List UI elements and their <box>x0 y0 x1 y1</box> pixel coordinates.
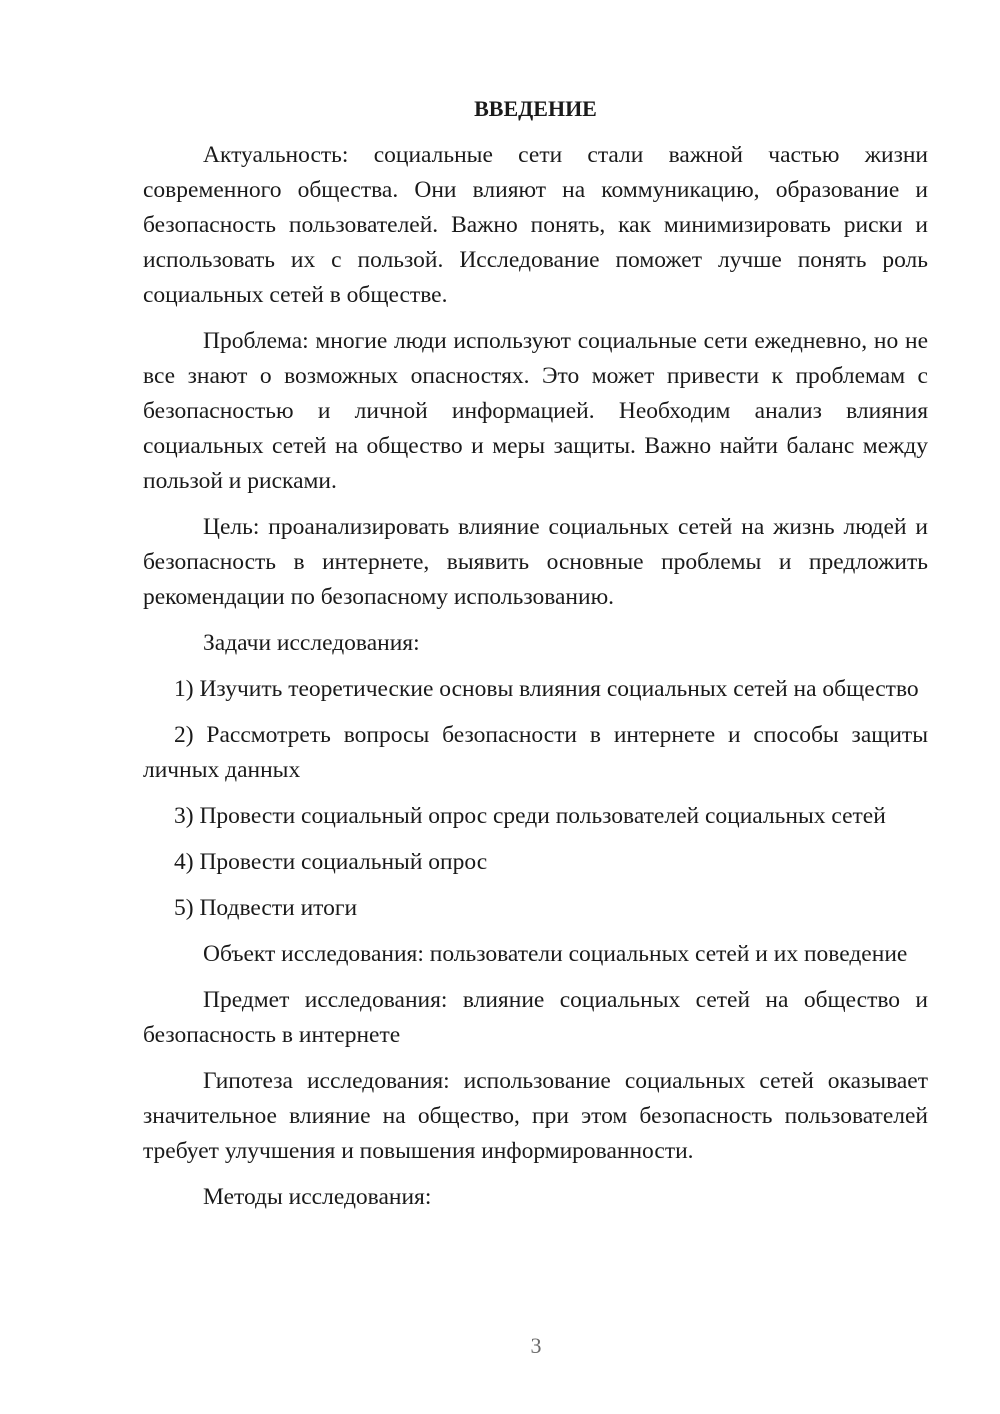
page-number: 3 <box>530 1333 542 1358</box>
paragraph-goal: Цель: проанализировать влияние социальных сетей на жизнь людей и безопасность в интернете, выявить основные проблемы и предложить рекомендации по безопасному использованию. <box>143 514 928 610</box>
paragraph-hypothesis: Гипотеза исследования: использование социальных сетей оказывает значительное влияние на общество, при этом безопасность пользователей требует улучшения и повышения информированности. <box>143 1068 928 1164</box>
list-item-task-5: 5) Подвести итоги <box>174 895 358 921</box>
page-title: ВВЕДЕНИЕ <box>474 96 597 121</box>
paragraph-object: Объект исследования: пользователи социальных сетей и их поведение <box>203 941 908 967</box>
paragraph-tasks-title: Задачи исследования: <box>203 630 420 656</box>
list-item-task-4: 4) Провести социальный опрос <box>174 849 488 875</box>
list-item-task-2: 2) Рассмотреть вопросы безопасности в интернете и способы защиты личных данных <box>143 722 928 783</box>
paragraph-problem: Проблема: многие люди используют социальные сети ежедневно, но не все знают о возможных опасностях. Это может привести к проблемам с безопасностью и личной информацией. Необходим анализ влияния социальных сетей на общество и меры защиты. Важно найти баланс между пользой и рисками. <box>143 328 928 494</box>
document-page <box>143 92 928 1226</box>
paragraph-subject: Предмет исследования: влияние социальных сетей на общество и безопасность в интернете <box>143 987 928 1048</box>
list-item-task-3: 3) Провести социальный опрос среди пользователей социальных сетей <box>174 803 886 829</box>
list-item-task-1: 1) Изучить теоретические основы влияния социальных сетей на общество <box>174 676 919 702</box>
paragraph-relevance: Актуальность: социальные сети стали важной частью жизни современного общества. Они влияют на коммуникацию, образование и безопасность пользователей. Важно понять, как минимизировать риски и использовать их с пользой. Исследование поможет лучше понять роль социальных сетей в обществе. <box>143 142 928 308</box>
paragraph-methods-title: Методы исследования: <box>203 1184 432 1210</box>
